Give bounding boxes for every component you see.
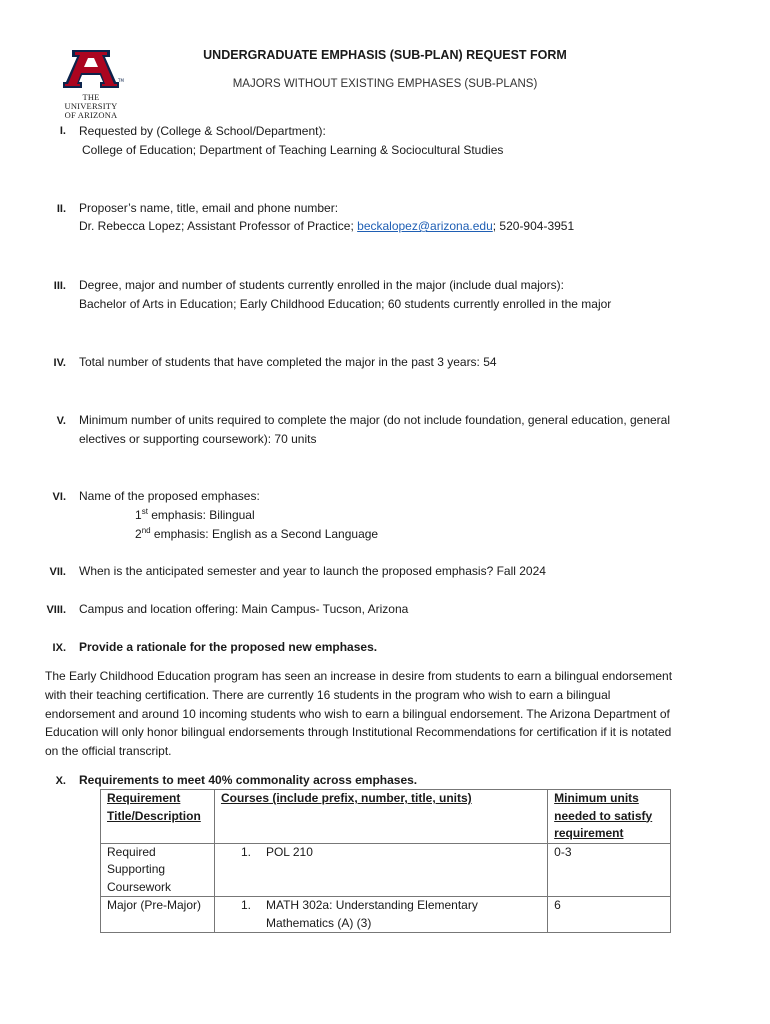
section-7-number: VII. [49, 566, 66, 578]
course-text: MATH 302a: Understanding Elementary Mathematics (A) (3) [265, 898, 478, 930]
section-6-question: Name of the proposed emphases: [79, 489, 260, 503]
section-6-number: VI. [52, 491, 66, 503]
section-10-question: Requirements to meet 40% commonality across emphases. [79, 773, 418, 787]
emphasis-1-text: emphasis: Bilingual [147, 508, 255, 522]
table-row [101, 843, 671, 897]
emphasis-1-ordinal: st [141, 507, 148, 516]
section-9-number: IX. [52, 642, 66, 654]
logo-text-line1: THE UNIVERSITY [64, 92, 118, 111]
form-subtitle: MAJORS WITHOUT EXISTING EMPHASES (SUB-PLANS) [232, 78, 538, 90]
rationale-line: on the official transcript. [45, 744, 172, 759]
header-requirement: Requirement Title/Description [101, 790, 215, 844]
row-title: Required Supporting Coursework [101, 843, 215, 897]
section-9-question: Provide a rationale for the proposed new emphases. [79, 640, 378, 654]
row-courses [214, 897, 547, 933]
emphasis-1 [135, 506, 770, 524]
header-min-units: Minimum units needed to satisfy requirement [548, 790, 671, 844]
section-5-question-line2: electives or supporting coursework): 70 units [79, 432, 317, 446]
rationale-line: The Early Childhood Education program has seen an increase in desire from students to earn a bilingual endorsement [45, 669, 673, 683]
emphasis-2-number: 2 [135, 527, 142, 541]
email-link[interactable]: beckalopez@arizona.edu [357, 219, 493, 233]
section-1-question: Requested by (College & School/Department): [79, 124, 326, 138]
section-2-answer [79, 217, 739, 235]
section-5-number: V. [56, 415, 66, 427]
section-1-answer: College of Education; Department of Teaching Learning & Sociocultural Studies [82, 143, 504, 157]
section-7-question: When is the anticipated semester and year to launch the proposed emphasis? Fall 2024 [79, 564, 546, 578]
rationale-line: Education will only honor bilingual endorsements through Institutional Recommendations for certification if it is notated [45, 725, 672, 740]
emphasis-2-ordinal: nd [141, 526, 151, 535]
section-8-number: VIII. [46, 604, 66, 616]
section-3-answer: Bachelor of Arts in Education; Early Childhood Education; 60 students currently enrolled in the major [79, 297, 612, 311]
rationale-paragraph [45, 667, 725, 761]
row-courses [214, 843, 547, 897]
rationale-line: endorsement and around 10 incoming students who wish to earn a bilingual endorsement. The Arizona Department of [45, 706, 670, 721]
form-title: UNDERGRADUATE EMPHASIS (SUB-PLAN) REQUEST FORM [203, 48, 567, 62]
section-10-number: X. [55, 775, 66, 787]
table-row [101, 897, 671, 933]
svg-text:TM: TM [118, 78, 124, 83]
section-3-number: III. [53, 280, 66, 292]
course-number: 1. [240, 898, 251, 912]
section-2-answer-suffix: ; 520-904-3951 [492, 219, 575, 233]
emphasis-1-number: 1 [135, 508, 142, 522]
header-courses: Courses (include prefix, number, title, units) [214, 790, 547, 844]
requirements-table [100, 789, 671, 933]
rationale-line: with their teaching certification. There are currently 16 students in the program who wish to earn a bilingual [45, 687, 611, 702]
row-units: 0-3 [548, 843, 671, 897]
section-1-number: I. [59, 125, 66, 137]
table-header-row [101, 790, 671, 844]
section-2-number: II. [56, 203, 66, 215]
section-8-question: Campus and location offering: Main Campus- Tucson, Arizona [79, 602, 409, 616]
logo-text-line2: OF ARIZONA [64, 110, 118, 120]
row-title: Major (Pre-Major) [101, 897, 215, 933]
section-4-number: IV. [53, 357, 66, 369]
section-5-question-line1: Minimum number of units required to complete the major (do not include foundation, general education, general [79, 413, 671, 427]
section-3-question: Degree, major and number of students currently enrolled in the major (include dual majors): [79, 278, 564, 292]
section-2-question: Proposer’s name, title, email and phone number: [79, 201, 339, 215]
section-4-question: Total number of students that have completed the major in the past 3 years: 54 [79, 355, 497, 369]
section-2-answer-prefix: Dr. Rebecca Lopez; Assistant Professor of Practice; [79, 219, 358, 233]
course-number: 1. [240, 844, 251, 859]
course-text: POL 210 [265, 844, 313, 859]
emphasis-2-text: emphasis: English as a Second Language [150, 527, 379, 541]
row-units: 6 [548, 897, 671, 933]
emphasis-2 [135, 525, 770, 543]
